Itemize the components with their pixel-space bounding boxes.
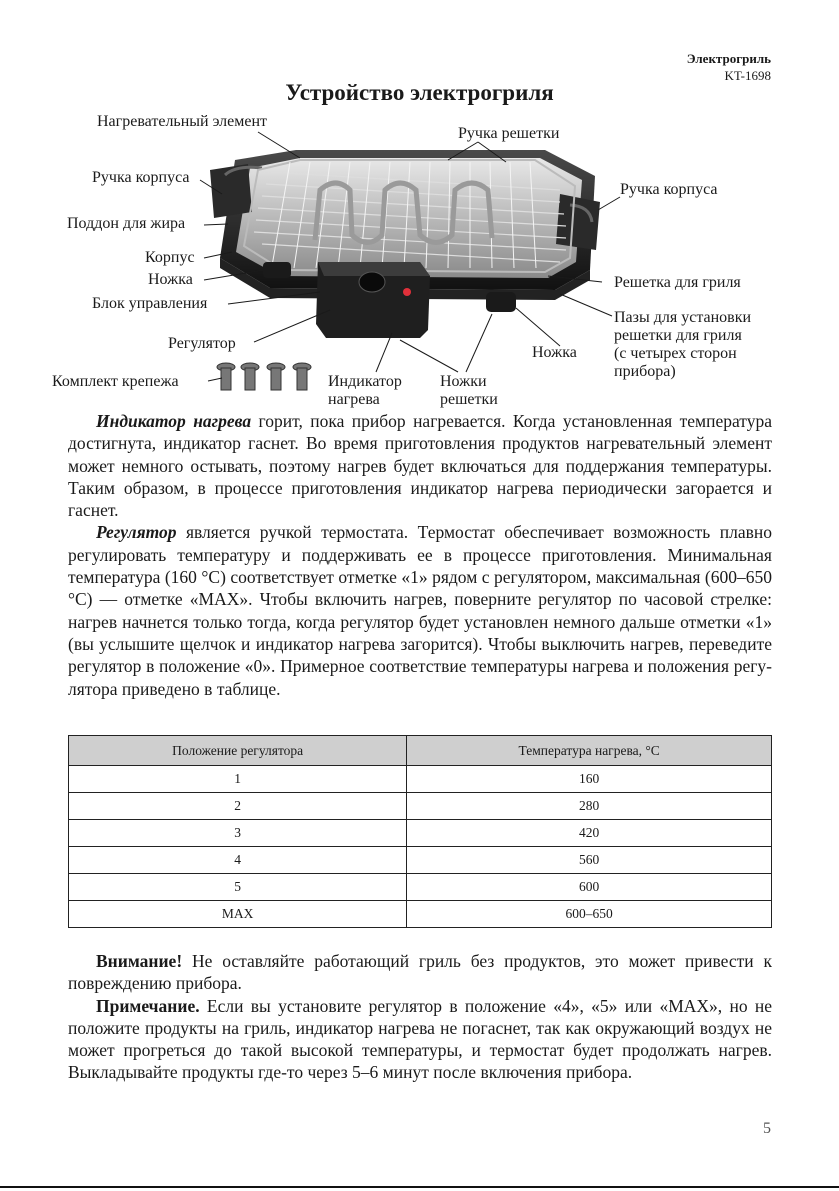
table-row bbox=[69, 901, 772, 928]
regulator-text: является ручкой термостата. Термостат обеспечивает возможность плавно регулировать температуру и поддерживать ее в процессе приготовления. Минимальная температура (160 °C) соответствует отметке «1» рядом с регулятором, максимальная (600–650 °C) — отметке «MAX». Чтобы включить нагрев, поверните регулятор по часовой стрелке: нагрев начнется только тогда, когда регулятор будет установлен немного дальше отметки «1» (вы услышите щелчок и индикатор нагрева загорится). Чтобы выключить нагрев, переведите регулятор в положение «0». Примерное соответствие температуры нагрева и положения регулятора приведено в таблице. bbox=[68, 522, 772, 699]
col-header-position: Положение регулятора bbox=[69, 736, 407, 766]
intro-paragraphs bbox=[68, 410, 772, 700]
table-row bbox=[69, 793, 772, 820]
table-row bbox=[69, 766, 772, 793]
label-grate-feet-1: Ножки bbox=[440, 373, 487, 390]
label-slots-2: решетки для гриля bbox=[614, 327, 742, 344]
label-control-unit: Блок управления bbox=[92, 295, 208, 312]
fastener-set bbox=[217, 363, 311, 390]
cell-position: 3 bbox=[69, 820, 407, 847]
warning-text: Не оставляйте работающий гриль без продуктов, это может привести к повреждению прибора. bbox=[68, 951, 772, 994]
cell-temperature: 160 bbox=[407, 766, 772, 793]
cell-position: MAX bbox=[69, 901, 407, 928]
control-unit bbox=[316, 262, 430, 338]
page-title: Устройство электрогриля bbox=[285, 80, 554, 105]
table-row bbox=[69, 874, 772, 901]
cell-position: 5 bbox=[69, 874, 407, 901]
cell-position: 2 bbox=[69, 793, 407, 820]
label-grate-feet-2: решетки bbox=[440, 391, 498, 408]
label-body-handle-right: Ручка корпуса bbox=[620, 181, 718, 198]
regulator-paragraph bbox=[68, 521, 772, 699]
cell-temperature: 280 bbox=[407, 793, 772, 820]
label-slots-1: Пазы для установки bbox=[614, 309, 752, 326]
cell-temperature: 560 bbox=[407, 847, 772, 874]
header-product: Электрогриль bbox=[686, 51, 771, 66]
label-foot-right: Ножка bbox=[532, 344, 577, 361]
notes bbox=[68, 950, 772, 1084]
cell-temperature: 600–650 bbox=[407, 901, 772, 928]
label-grill-grate: Решетка для гриля bbox=[614, 274, 741, 291]
col-header-temperature: Температура нагрева, °C bbox=[407, 736, 772, 766]
label-indicator-1: Индикатор bbox=[328, 373, 402, 390]
bottom-rule bbox=[0, 1186, 839, 1188]
header-model: KT-1698 bbox=[724, 68, 771, 83]
cell-temperature: 420 bbox=[407, 820, 772, 847]
label-regulator: Регулятор bbox=[168, 335, 236, 352]
indicator-term: Индикатор нагрева bbox=[96, 411, 252, 431]
note-paragraph bbox=[68, 995, 772, 1084]
table-row bbox=[69, 820, 772, 847]
label-heating-element: Нагревательный элемент bbox=[97, 113, 268, 130]
label-grate-handle: Ручка решетки bbox=[458, 125, 560, 142]
regulator-term: Регулятор bbox=[96, 522, 177, 543]
indicator-paragraph bbox=[68, 410, 772, 521]
label-foot-left: Ножка bbox=[148, 271, 193, 288]
warning-term: Внимание! bbox=[96, 951, 183, 971]
label-body-handle-left: Ручка корпуса bbox=[92, 169, 190, 186]
cell-position: 1 bbox=[69, 766, 407, 793]
page-number: 5 bbox=[763, 1120, 771, 1137]
temperature-table bbox=[68, 735, 772, 928]
label-drip-tray: Поддон для жира bbox=[67, 215, 186, 232]
label-slots-3: (с четырех сторон bbox=[614, 345, 737, 362]
cell-position: 4 bbox=[69, 847, 407, 874]
label-fasteners: Комплект крепежа bbox=[52, 373, 179, 390]
table-row bbox=[69, 847, 772, 874]
label-slots-4: прибора) bbox=[614, 363, 676, 380]
label-body: Корпус bbox=[145, 249, 195, 266]
note-term: Примечание. bbox=[96, 995, 200, 1016]
note-text: Если вы установите регулятор в положение «4», «5» или «MAX», но не положите продукты на гриль, индикатор нагрева не погаснет, так как окружающий воздух не может прогреться до такой высокой температуры, и термостат будет продолжать нагрев. Выкладывайте продукты где-то через 5–6 минут после включения прибора. bbox=[68, 995, 772, 1083]
table-header-row bbox=[69, 736, 772, 766]
cell-temperature: 600 bbox=[407, 874, 772, 901]
indicator-text: горит, пока прибор нагревается. Когда установленная температура достигнута, индикатор гаснет. Во время приготовления продуктов нагревательный элемент может немного остывать, поэтому нагрев будет включаться для поддержания температуры. Таким образом, в процессе приготовления индикатор нагрева периодически загорается и гаснет. bbox=[68, 411, 772, 521]
label-indicator-2: нагрева bbox=[328, 391, 380, 408]
warning-paragraph bbox=[68, 950, 772, 995]
